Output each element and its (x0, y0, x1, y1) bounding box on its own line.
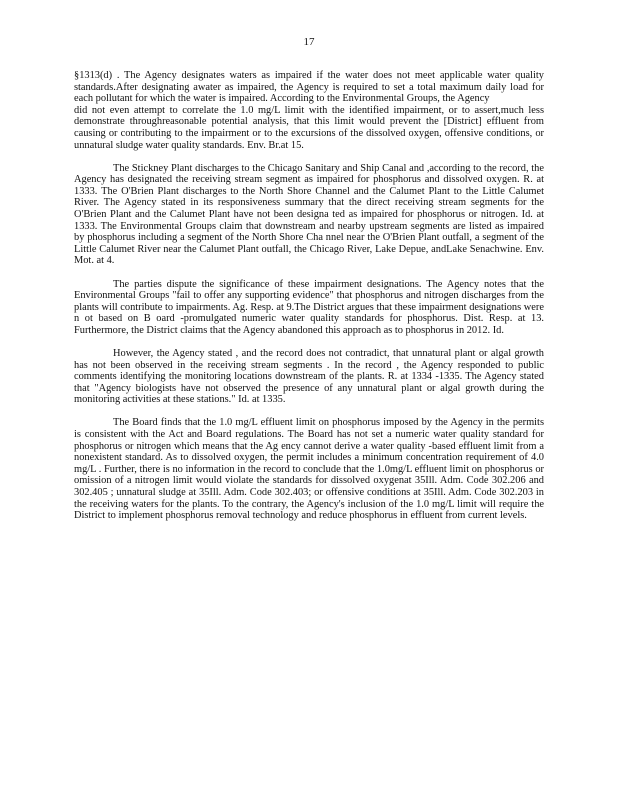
paragraph-board-finds: The Board finds that the 1.0 mg/L effluent limit on phosphorus imposed by the Agency in the permits is consistent with the Act and Board regulations. The Board has not set a numeric water quality standard for phosphorus or nitrogen which means that the Ag ency cannot derive a water quality -based effluent limit from a nonexistent standard. As to dissolved oxygen, the permit includes a minimum concentration requirement of 4.0 mg/L . Further, there is no information in the record to conclude that the 1.0mg/L effluent limit on phosphorus or omission of a nitrogen limit would violate the standards for dissolved oxygenat 35Ill. Adm. Code 302.206 and 302.405 ; unnatural sludge at 35Ill. Adm. Code 302.403; or offensive conditions at 35Ill. Adm. Code 302.203 in the receiving waters for the plants. To the contrary, the Agency's inclusion of the 1.0 mg/L limit will require the District to implement phosphorus removal technology and reduce phosphorus in effluent from current levels. (74, 417, 544, 522)
paragraph-stickney: The Stickney Plant discharges to the Chicago Sanitary and Ship Canal and ,according to the record, the Agency has designated the receiving stream segment as impaired for phosphorus and dissolved oxygen. R. at 1333. The O'Brien Plant discharges to the North Shore Channel and the Calumet Plant to the Little Calumet River. The Agency stated in its responsiveness summary that the direct receiving stream segments for the O'Brien Plant and the Calumet Plant have not been designa ted as impaired for phosphorus or nitrogen. Id. at 1333. The Environmental Groups claim that downstream and nearby upstream segments are listed as impaired by phosphorus including a segment of the North Shore Cha nnel near the O'Brien Plant outfall, a segment of the Little Calumet River near the Calumet Plant outfall, the Chicago River, Lake Depue, andLake Senachwine. Env. Mot. at 4. (74, 162, 544, 267)
page-number: 17 (303, 36, 315, 48)
document-body (74, 70, 544, 522)
paragraph-dispute: The parties dispute the significance of these impairment designations. The Agency notes that the Environmental Groups "fail to offer any supporting evidence" that phosphorus and nitrogen discharges from the plants will contribute to impairments. Ag. Resp. at 9.The District argues that these impairment designations were n ot based on B oard -promulgated numeric water quality standards for phosphorus. Dist. Resp. at 13. Furthermore, the District claims that the Agency abandoned this approach as to phosphorus in 2012. Id. (74, 278, 544, 336)
paragraph-intro: §1313(d) . The Agency designates waters as impaired if the water does not meet applicable water quality standards.After designating awater as impaired, the Agency is required to set a total maximum daily load for each pollutant for which the water is impaired. According to the Environmental Groups, the Agency (74, 70, 544, 105)
paragraph-however: However, the Agency stated , and the record does not contradict, that unnatural plant or algal growth has not been observed in the receiving stream segments . In the record , the Agency responded to public comments identifying the monitoring locations downstream of the plants. R. at 1334 -1335. The Agency stated that "Agency biologists have not observed the presence of any unnatural plant or algal growth during the monitoring activities at these stations." Id. at 1335. (74, 347, 544, 406)
block-quote: did not even attempt to correlate the 1.0 mg/L limit with the identified impairment, or to assert,much less demonstrate throughreasonable potential analysis, that this limit would prevent the [District] effluent from causing or contributing to the impairment or to the excursions of the dissolved oxygen, offensive conditions, or unnatural sludge water quality standards. Env. Br.at 15. (74, 104, 544, 151)
